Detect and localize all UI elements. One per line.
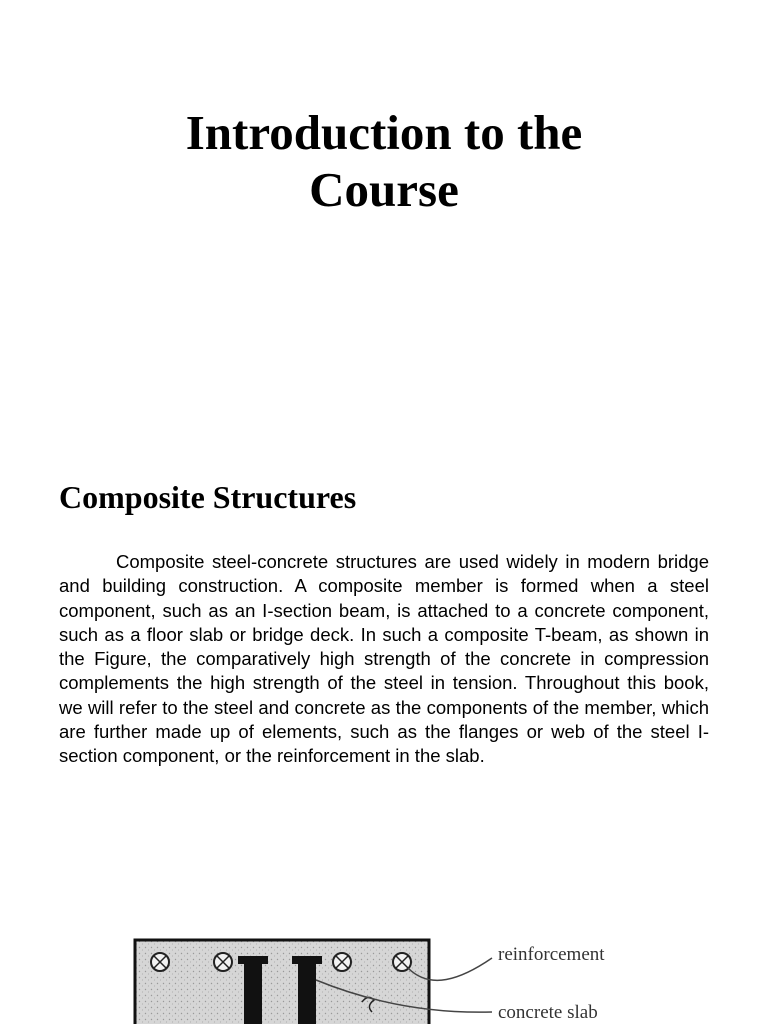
section-heading: Composite Structures [59,479,357,515]
page-title-line-1: Introduction to the [185,105,583,160]
page-title-line-2: Course [309,162,459,217]
body-paragraph: Composite steel-concrete structures are used widely in modern bridge and building construction. A composite member is formed when a steel component, such as an I-section beam, is attached to a concrete component, such as a floor slab or bridge deck. In such a composite T-beam, as shown in the Figure, the comparatively high strength of the concrete in compression complements the high strength of the steel in tension. Throughout this book, we will refer to the steel and concrete as the components of the member, which are further made up of elements, such as the flanges or web of the steel I-section component, or the reinforcement in the slab. [59,551,709,767]
concrete-slab-shape [135,940,429,1024]
rebar-2 [214,953,232,971]
composite-beam-figure [120,928,680,1024]
composite-beam-drawing [120,928,680,1024]
page-title [0,104,768,218]
label-reinforcement: reinforcement [498,944,605,965]
label-concrete-slab: concrete slab [498,1002,598,1023]
rebar-3 [333,953,351,971]
rebar-1 [151,953,169,971]
